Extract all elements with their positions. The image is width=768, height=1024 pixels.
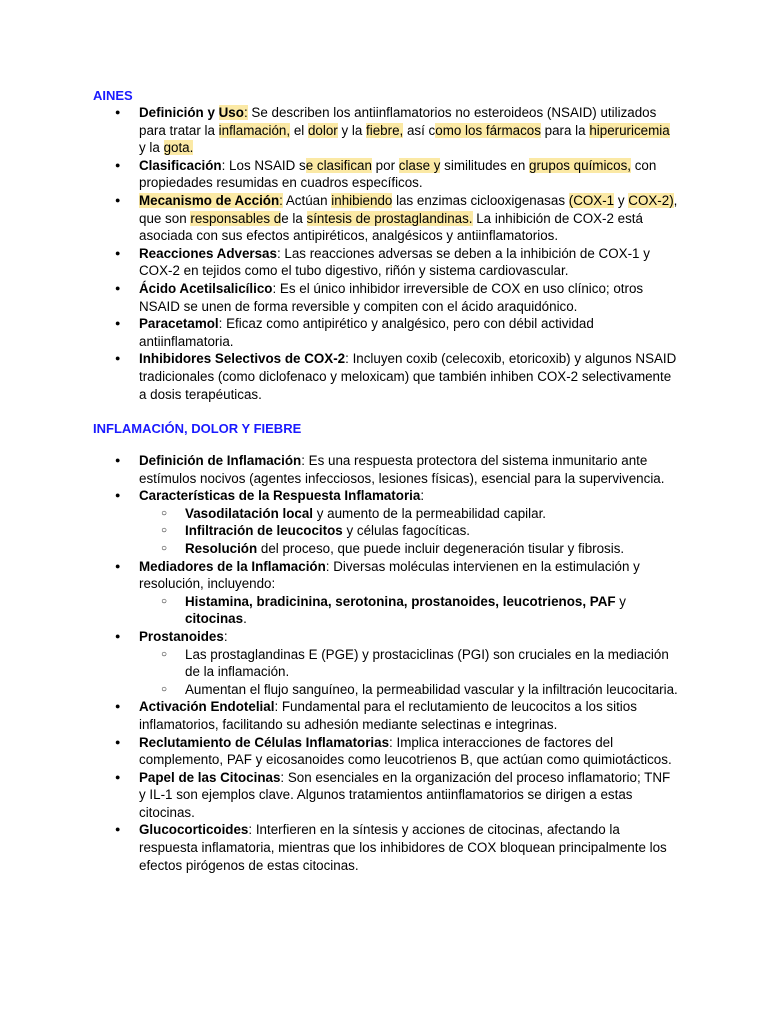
aines-list [0,104,768,403]
section-heading-inflamacion: INFLAMACIÓN, DOLOR Y FIEBRE [93,421,302,436]
inflamacion-list [0,452,768,874]
sub-item: ○ Aumentan el flujo sanguíneo, la permeabilidad vascular y la infiltración leucocitaria. [139,681,680,699]
list-item-mecanismo: ● Mecanismo de Acción: Actúan inhibiendo las enzimas ciclooxigenasas (COX-1 y COX-2), que son responsables de la síntesis de prostaglandinas. La inhibición de COX-2 está asociada con sus efectos antipiréticos, analgésicos y antiinflamatorios. [0,192,768,245]
list-item-activacion: ● Activación Endotelial: Fundamental para el reclutamiento de leucocitos a los sitios inflamatorios, facilitando su adhesión mediante selectinas e integrinas. [0,698,768,733]
sub-item: ○ Histamina, bradicinina, serotonina, prostanoides, leucotrienos, PAF y citocinas. [139,593,680,628]
list-item-clasificacion: ● Clasificación: Los NSAID se clasifican por clase y similitudes en grupos químicos, con propiedades resumidas en cuadros específicos. [0,157,768,192]
section-heading-aines: AINES [93,88,133,103]
caracteristicas-sublist [139,505,680,558]
list-item-citocinas: ● Papel de las Citocinas: Son esenciales en la organización del proceso inflamatorio; TNF y IL-1 son ejemplos clave. Algunos tratamientos antiinflamatorios se dirigen a estas citocinas. [0,769,768,822]
list-item-caracteristicas: ● Características de la Respuesta Inflamatoria: ○ Vasodilatación local y aumento de la permeabilidad capilar. ○ Infiltración de leucocitos y células fagocíticas. ○ Resolución del proceso, que puede incluir degeneración tisular y fibrosis. [0,487,768,557]
sub-item: ○ Infiltración de leucocitos y células fagocíticas. [139,522,680,540]
list-item-inhibidores: ● Inhibidores Selectivos de COX-2: Incluyen coxib (celecoxib, etoricoxib) y algunos NSAID tradicionales (como diclofenaco y meloxicam) que también inhiben COX-2 selectivamente a dosis terapéuticas. [0,350,768,403]
mediadores-sublist [139,593,680,628]
list-item-reacciones: ● Reacciones Adversas: Las reacciones adversas se deben a la inhibición de COX-1 y COX-2 en tejidos como el tubo digestivo, riñón y sistema cardiovascular. [0,245,768,280]
list-item-reclutamiento: ● Reclutamiento de Células Inflamatorias: Implica interacciones de factores del complemento, PAF y eicosanoides como leucotrienos B, que actúan como quimiotácticos. [0,734,768,769]
list-item-acido: ● Ácido Acetilsalicílico: Es el único inhibidor irreversible de COX en uso clínico; otros NSAID se unen de forma reversible y compiten con el ácido araquidónico. [0,280,768,315]
sub-item: ○ Vasodilatación local y aumento de la permeabilidad capilar. [139,505,680,523]
list-item-glucocorticoides: ● Glucocorticoides: Interfieren en la síntesis y acciones de citocinas, afectando la respuesta inflamatoria, mientras que los inhibidores de COX bloquean principalmente los efectos pirógenos de estas citocinas. [0,821,768,874]
list-item-paracetamol: ● Paracetamol: Eficaz como antipirético y analgésico, pero con débil actividad antiinflamatoria. [0,315,768,350]
sub-item: ○ Las prostaglandinas E (PGE) y prostaciclinas (PGI) son cruciales en la mediación de la inflamación. [139,646,680,681]
prostanoides-sublist [139,646,680,699]
list-item-mediadores: ● Mediadores de la Inflamación: Diversas moléculas intervienen en la estimulación y resolución, incluyendo: ○ Histamina, bradicinina, serotonina, prostanoides, leucotrienos, PAF y citocinas. [0,558,768,628]
list-item-definicion: ● Definición y Uso: Se describen los antiinflamatorios no esteroideos (NSAID) utilizados para tratar la inflamación, el dolor y la fiebre, así como los fármacos para la hiperuricemia y la gota. [0,104,768,157]
list-item-prostanoides: ● Prostanoides: ○ Las prostaglandinas E (PGE) y prostaciclinas (PGI) son cruciales en la mediación de la inflamación. ○ Aumentan el flujo sanguíneo, la permeabilidad vascular y la infiltración leucocitaria. [0,628,768,698]
list-item-definicion-inflamacion: ● Definición de Inflamación: Es una respuesta protectora del sistema inmunitario ante estímulos nocivos (agentes infecciosos, lesiones físicas), esencial para la supervivencia. [0,452,768,487]
sub-item: ○ Resolución del proceso, que puede incluir degeneración tisular y fibrosis. [139,540,680,558]
